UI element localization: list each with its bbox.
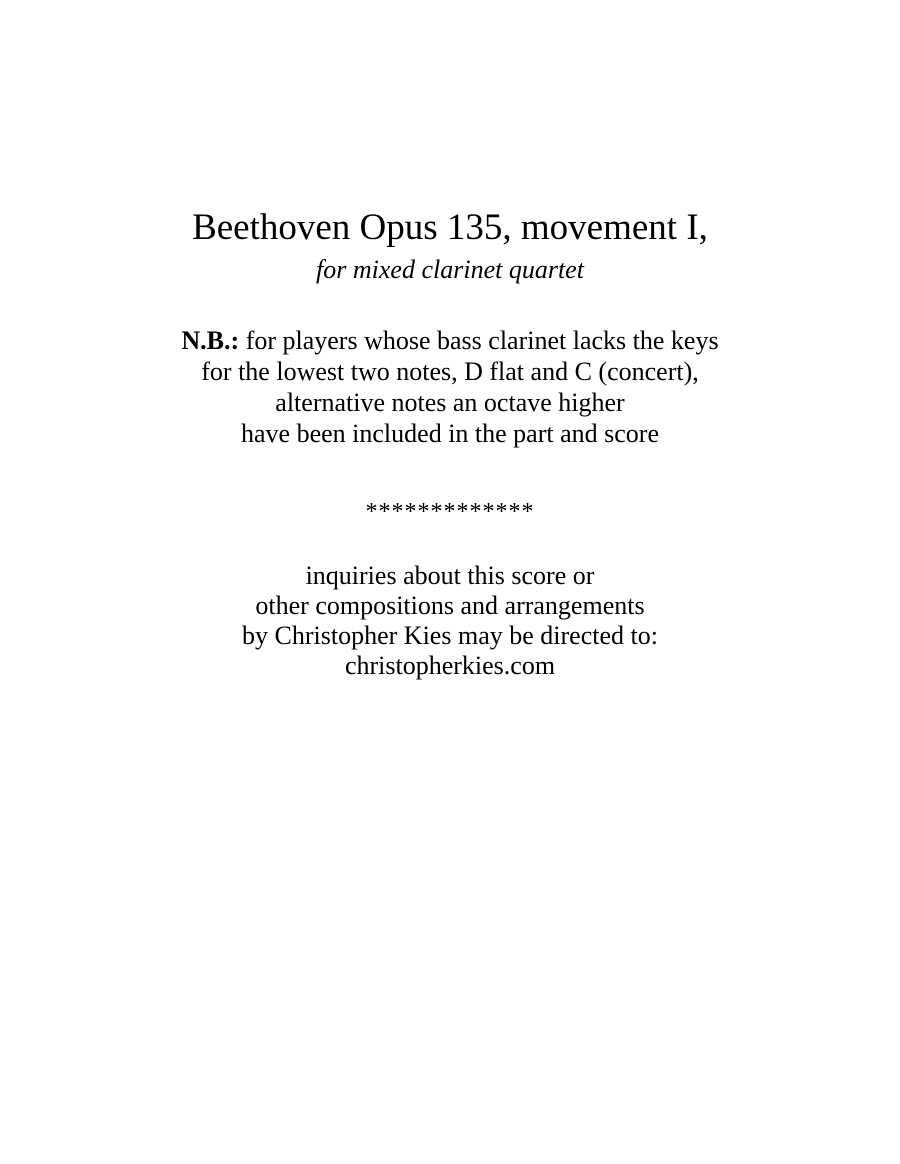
contact-line-1: inquiries about this score or — [305, 561, 595, 590]
contact-line-2: other compositions and arrangements — [255, 591, 645, 620]
note-label: N.B.: — [181, 326, 240, 355]
page-title: Beethoven Opus 135, movement I, — [192, 207, 708, 248]
note-line-2: for the lowest two notes, D flat and C (concert), — [201, 357, 699, 386]
note-line-3: alternative notes an octave higher — [275, 388, 625, 417]
note-line-1-text: for players whose bass clarinet lacks the keys — [239, 326, 719, 355]
contact-website: christopherkies.com — [344, 651, 556, 680]
note-line-1 — [0, 325, 900, 356]
note-line-4: have been included in the part and score — [241, 419, 659, 448]
asterisk-separator: ************* — [365, 499, 535, 525]
contact-line-3: by Christopher Kies may be directed to: — [242, 621, 658, 650]
contact-info — [0, 561, 900, 681]
instrument-note — [0, 325, 900, 449]
page-subtitle: for mixed clarinet quartet — [316, 255, 584, 284]
